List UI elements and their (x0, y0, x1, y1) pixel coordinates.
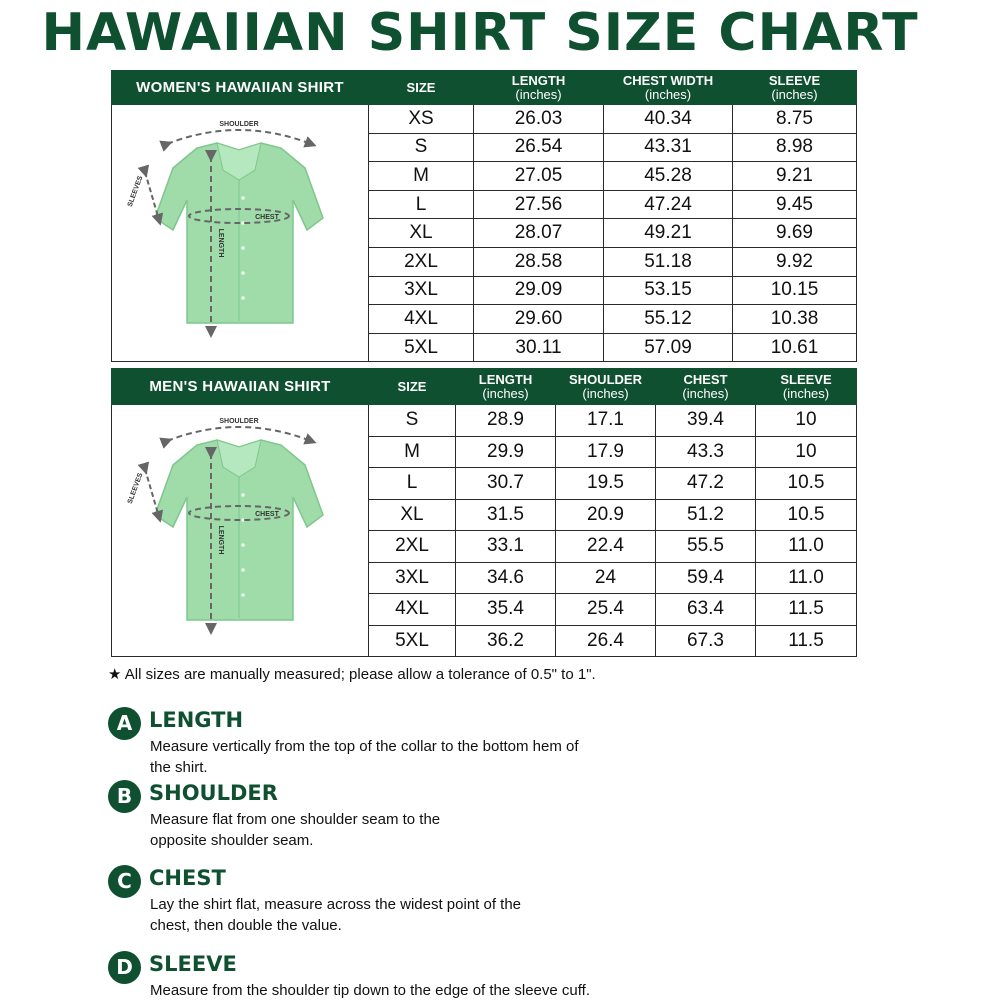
guide-text-shoulder: Measure flat from one shoulder seam to the opposite shoulder seam. (150, 811, 441, 849)
page-title: HAWAIIAN SHIRT SIZE CHART (41, 3, 919, 63)
women-cell: 9.45 (733, 190, 857, 219)
men-cell: 43.3 (656, 436, 756, 468)
women-cell: 29.09 (474, 276, 604, 305)
women-cell: XS (369, 105, 474, 134)
women-cell: 27.56 (474, 190, 604, 219)
women-cell: 27.05 (474, 162, 604, 191)
men-cell: 39.4 (656, 405, 756, 437)
women-cell: 29.60 (474, 305, 604, 334)
men-size-table (111, 368, 857, 657)
men-cell: XL (369, 499, 456, 531)
men-diagram-cell (112, 405, 369, 657)
men-cell: 36.2 (456, 625, 556, 657)
guide-heading-sleeve: SLEEVE (149, 952, 237, 976)
guide-heading-chest: CHEST (149, 866, 226, 890)
women-cell: 10.38 (733, 305, 857, 334)
men-col-chest: CHEST (inches) (656, 369, 756, 405)
women-cell: 5XL (369, 333, 474, 362)
women-diagram-chest-label: CHEST (255, 213, 279, 221)
women-col-length: LENGTH (inches) (474, 71, 604, 105)
men-cell: M (369, 436, 456, 468)
guide-badge-c: C (108, 865, 141, 898)
men-cell: 11.0 (756, 531, 857, 563)
women-cell: 4XL (369, 305, 474, 334)
women-cell: 30.11 (474, 333, 604, 362)
men-cell: 5XL (369, 625, 456, 657)
men-cell: 22.4 (556, 531, 656, 563)
guide-badge-a: A (108, 707, 141, 740)
women-shirt-diagram (115, 108, 365, 353)
women-cell: 57.09 (604, 333, 733, 362)
women-cell: M (369, 162, 474, 191)
women-cell: 55.12 (604, 305, 733, 334)
men-section-label: MEN'S HAWAIIAN SHIRT (112, 369, 369, 405)
men-cell: 4XL (369, 594, 456, 626)
men-diagram-sleeves-label: SLEEVES (126, 472, 145, 505)
men-cell: 10.5 (756, 499, 857, 531)
women-col-chest-width: CHEST WIDTH (inches) (604, 71, 733, 105)
men-shirt-diagram (115, 405, 365, 650)
men-cell: 11.0 (756, 562, 857, 594)
women-cell: 9.21 (733, 162, 857, 191)
guide-text-chest: Lay the shirt flat, measure across the widest point of the chest, then double the value. (150, 896, 522, 934)
women-cell: 9.69 (733, 219, 857, 248)
men-cell: 35.4 (456, 594, 556, 626)
men-cell: 20.9 (556, 499, 656, 531)
men-cell: 28.9 (456, 405, 556, 437)
women-cell: 40.34 (604, 105, 733, 134)
men-diagram-length-label: LENGTH (217, 525, 224, 555)
men-table-row (112, 405, 857, 437)
women-diagram-sleeves-label: SLEEVES (126, 174, 145, 208)
men-cell: 25.4 (556, 594, 656, 626)
women-cell: 2XL (369, 247, 474, 276)
men-cell: 51.2 (656, 499, 756, 531)
men-cell: 24 (556, 562, 656, 594)
men-cell: 47.2 (656, 468, 756, 500)
men-cell: 10 (756, 405, 857, 437)
women-col-size: SIZE (369, 71, 474, 105)
women-cell: 43.31 (604, 133, 733, 162)
women-cell: 51.18 (604, 247, 733, 276)
women-cell: 8.98 (733, 133, 857, 162)
women-cell: 8.75 (733, 105, 857, 134)
men-cell: 17.1 (556, 405, 656, 437)
women-cell: S (369, 133, 474, 162)
women-table-row (112, 105, 857, 134)
women-col-sleeve: SLEEVE (inches) (733, 71, 857, 105)
women-diagram-cell (112, 105, 369, 362)
men-cell: 55.5 (656, 531, 756, 563)
women-section-label: WOMEN'S HAWAIIAN SHIRT (112, 71, 369, 105)
women-cell: 26.03 (474, 105, 604, 134)
men-cell: 3XL (369, 562, 456, 594)
women-cell: 26.54 (474, 133, 604, 162)
men-cell: 10 (756, 436, 857, 468)
women-cell: 9.92 (733, 247, 857, 276)
men-cell: 63.4 (656, 594, 756, 626)
guide-badge-d: D (108, 951, 141, 984)
men-cell: 2XL (369, 531, 456, 563)
tolerance-note: ★ All sizes are manually measured; please allow a tolerance of 0.5" to 1". (108, 666, 596, 683)
women-cell: 45.28 (604, 162, 733, 191)
women-cell: 10.61 (733, 333, 857, 362)
men-col-length: LENGTH (inches) (456, 369, 556, 405)
guide-heading-length: LENGTH (149, 708, 244, 732)
men-cell: 59.4 (656, 562, 756, 594)
guide-text-length: Measure vertically from the top of the collar to the bottom hem of the shirt. (150, 738, 579, 776)
guide-text-sleeve: Measure from the shoulder tip down to the edge of the sleeve cuff. (150, 982, 590, 999)
men-diagram-chest-label: CHEST (255, 511, 279, 518)
men-diagram-shoulder-label: SHOULDER (219, 418, 259, 425)
women-cell: 10.15 (733, 276, 857, 305)
men-cell: 33.1 (456, 531, 556, 563)
men-col-size: SIZE (369, 369, 456, 405)
women-diagram-length-label: LENGTH (217, 228, 224, 258)
women-cell: 49.21 (604, 219, 733, 248)
men-cell: 30.7 (456, 468, 556, 500)
men-cell: 11.5 (756, 625, 857, 657)
women-cell: 28.07 (474, 219, 604, 248)
guide-heading-shoulder: SHOULDER (149, 781, 278, 805)
women-diagram-shoulder-label: SHOULDER (219, 120, 259, 128)
men-cell: 29.9 (456, 436, 556, 468)
women-cell: 53.15 (604, 276, 733, 305)
men-cell: 34.6 (456, 562, 556, 594)
men-col-sleeve: SLEEVE (inches) (756, 369, 857, 405)
men-col-shoulder: SHOULDER (inches) (556, 369, 656, 405)
women-size-table (111, 70, 857, 362)
women-cell: 3XL (369, 276, 474, 305)
men-cell: 26.4 (556, 625, 656, 657)
women-cell: 47.24 (604, 190, 733, 219)
men-cell: 10.5 (756, 468, 857, 500)
men-cell: 67.3 (656, 625, 756, 657)
men-cell: L (369, 468, 456, 500)
women-cell: L (369, 190, 474, 219)
guide-badge-b: B (108, 780, 141, 813)
women-cell: XL (369, 219, 474, 248)
men-cell: 19.5 (556, 468, 656, 500)
women-cell: 28.58 (474, 247, 604, 276)
men-cell: S (369, 405, 456, 437)
men-cell: 11.5 (756, 594, 857, 626)
men-cell: 31.5 (456, 499, 556, 531)
men-cell: 17.9 (556, 436, 656, 468)
